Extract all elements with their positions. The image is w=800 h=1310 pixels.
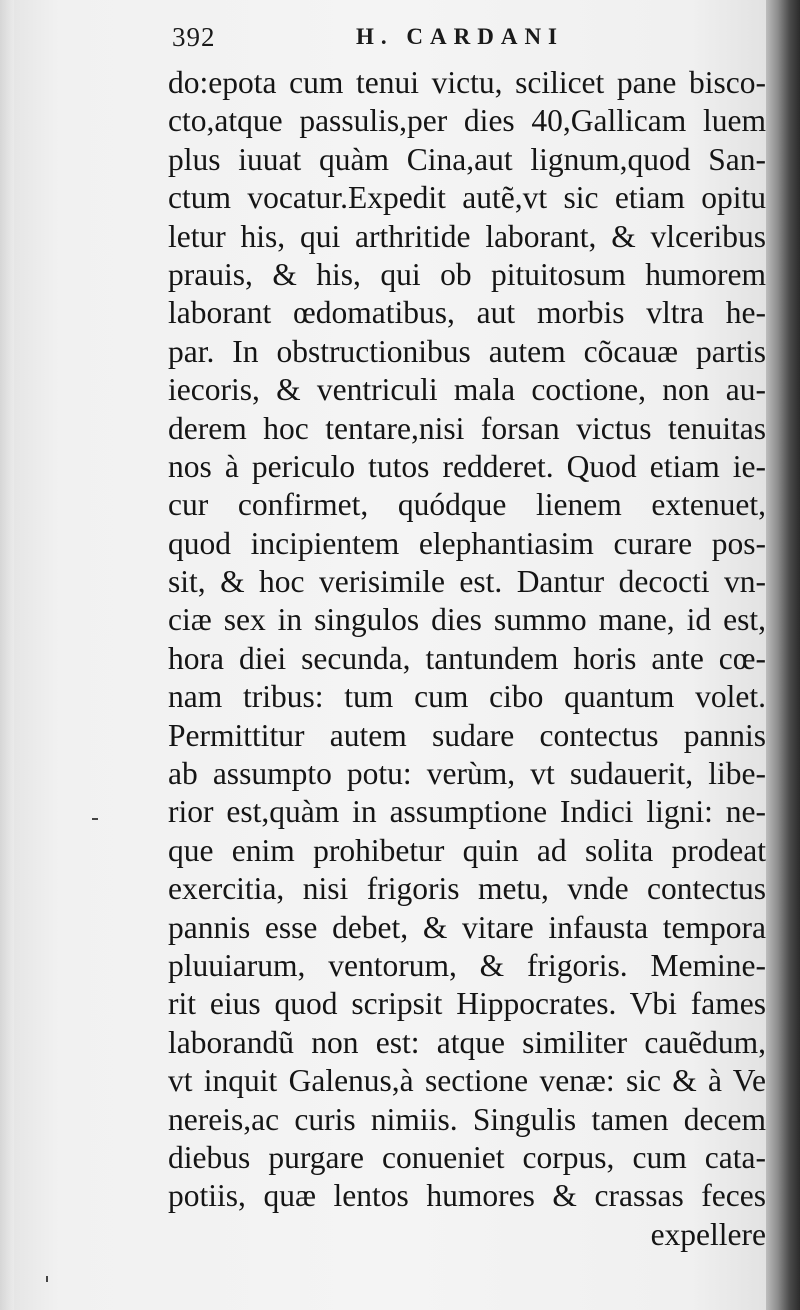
text-line: nereis,ac curis nimiis. Singulis tamen decem — [168, 1101, 766, 1137]
text-line: pluuiarum, ventorum, & frigoris. Memine- — [168, 947, 766, 983]
book-gutter-shadow — [766, 0, 800, 1310]
page-left-edge — [0, 0, 14, 1310]
text-line: rit eius quod scripsit Hippocrates. Vbi fames — [168, 986, 766, 1022]
body-text — [168, 64, 766, 1254]
text-line: pannis esse debet, & vitare infausta tempora — [168, 909, 766, 945]
text-line: laborant œdomatibus, aut morbis vltra he- — [168, 295, 766, 331]
text-line: plus iuuat quàm Cina,aut lignum,quod San- — [168, 141, 766, 177]
text-line: rior est,quàm in assumptione Indici ligni: ne- — [168, 794, 766, 830]
text-line: ctum vocatur.Expedit autẽ,vt sic etiam opitu — [168, 180, 766, 216]
text-line: hora diei secunda, tantundem horis ante cœ- — [168, 640, 766, 676]
text-line: ab assumpto potu: verùm, vt sudauerit, libe- — [168, 756, 766, 792]
page-header — [172, 22, 642, 62]
text-line: diebus purgare conueniet corpus, cum cata- — [168, 1139, 766, 1175]
text-line: quod incipientem elephantiasim curare pos- — [168, 525, 766, 561]
text-line: nam tribus: tum cum cibo quantum volet. — [168, 679, 766, 715]
text-line: Permittitur autem sudare contectus pannis — [168, 717, 766, 753]
page-number: 392 — [172, 22, 216, 52]
text-line: par. In obstructionibus autem cõcauæ partis — [168, 333, 766, 369]
catchword: expellere — [650, 1216, 766, 1252]
text-line: prauis, & his, qui ob pituitosum humorem — [168, 256, 766, 292]
text-line: exercitia, nisi frigoris metu, vnde contectus — [168, 871, 766, 907]
text-line: do:epota cum tenui victu, scilicet pane bisco- — [168, 65, 766, 100]
text-line: que enim prohibetur quin ad solita prodeat — [168, 832, 766, 868]
text-line: cur confirmet, quódque lienem extenuet, — [168, 487, 766, 523]
text-line: derem hoc tentare,nisi forsan victus tenuitas — [168, 410, 766, 446]
text-line: nos à periculo tutos redderet. Quod etiam ie- — [168, 448, 766, 484]
text-line: ciæ sex in singulos dies summo mane, id est, — [168, 602, 766, 638]
text-line: letur his, qui arthritide laborant, & vlceribus — [168, 218, 766, 254]
text-line: cto,atque passulis,per dies 40,Gallicam luem — [168, 103, 766, 139]
text-line: vt inquit Galenus,à sectione venæ: sic & à Ve — [168, 1063, 766, 1099]
running-head: H. CARDANI — [356, 24, 564, 49]
text-line: sit, & hoc verisimile est. Dantur decocti vn- — [168, 564, 766, 600]
text-line: iecoris, & ventriculi mala coctione, non au- — [168, 372, 766, 408]
text-line: laborandũ non est: atque similiter cauẽdum, — [168, 1024, 766, 1060]
text-line: potiis, quæ lentos humores & crassas feces — [168, 1178, 766, 1214]
